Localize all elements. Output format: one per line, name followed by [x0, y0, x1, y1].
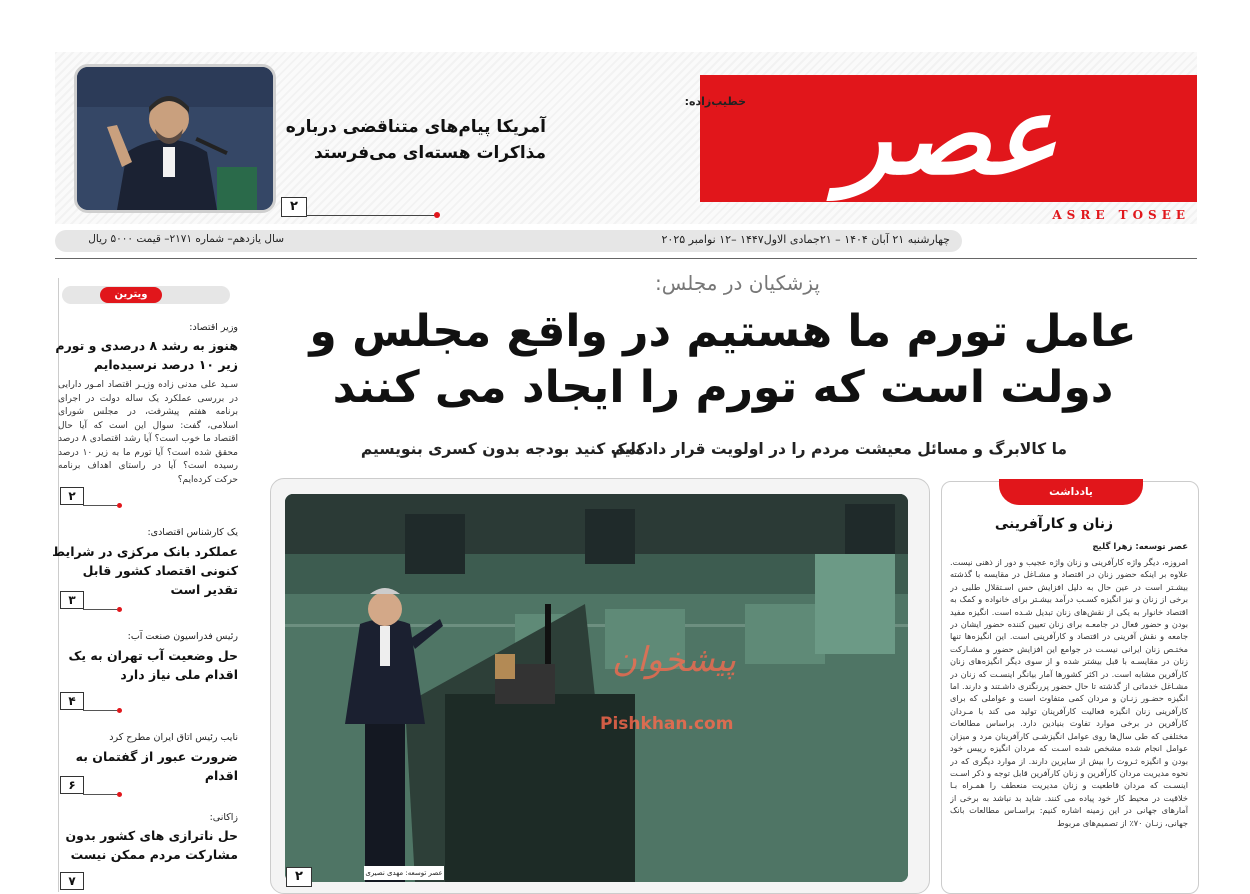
item-page-number[interactable]: ۴ — [60, 692, 84, 710]
bullet-dot-icon — [434, 212, 440, 218]
teaser-kicker: خطیب‌زاده: — [684, 95, 746, 108]
showcase-tab[interactable]: ویترین — [100, 287, 162, 303]
item-headline[interactable]: ضرورت عبور از گفتمان به اقدام — [75, 749, 238, 783]
issue-date: چهارشنبه ۲۱ آبان ۱۴۰۴ – ۲۱جمادی الاول۱۴۴۷ –۱۲ نوامبر ۲۰۲۵ — [661, 233, 950, 246]
watermark-latin: Pishkhan.com — [600, 714, 734, 734]
issue-number-price: سال یازدهم– شماره ۲۱۷۱– قیمت ۵۰۰۰ ریال — [88, 233, 284, 245]
divider — [83, 609, 117, 610]
editorial-tab[interactable]: یادداشت — [999, 479, 1143, 505]
lead-headline[interactable]: عامل تورم ما هستیم در واقع مجلس و دولت است که تورم را ایجاد می کنند — [309, 306, 1137, 413]
teaser-photo[interactable] — [74, 64, 276, 213]
item-headline[interactable]: حل وضعیت آب تهران به یک اقدام ملی نیاز دارد — [68, 648, 238, 682]
item-page-number[interactable]: ۲ — [60, 487, 84, 505]
item-page-number[interactable]: ۷ — [60, 872, 84, 890]
lead-subhead-left: کمک کنید بودجه بدون کسری بنویسیم — [360, 440, 646, 458]
item-headline[interactable]: هنوز به رشد ۸ درصدی و تورم زیر ۱۰ درصد نرسیده‌ایم — [55, 338, 238, 372]
item-kicker: رئیس فدراسیون صنعت آب: — [127, 631, 238, 642]
bullet-dot-icon — [117, 503, 122, 508]
logo-latin: ASRE TOSEE — [1052, 208, 1190, 222]
item-body: سـید علی مدنی زاده وزیـر اقتصاد امـور دارایی در بررسی عملکرد یک ساله دولت در اجرای برنامه هفتم پیشرفت، در مجلس شورای اسلامی، گفت: سوال این است که آیا حال اقتصاد ما خوب است؟ آیا رشد اقتصادی ۸ درصد محقق شده است؟ آیا تورم ما به زیر ۱۰ درصد رسیده است؟ آیا در راستای اهداف برنامه حرکت کرده‌ایم؟ — [58, 380, 238, 485]
editorial-byline: عصر توسعه: زهرا گلیج — [1092, 542, 1188, 552]
divider — [306, 215, 436, 216]
header-rule — [55, 258, 1197, 259]
divider — [83, 505, 117, 506]
editorial-body: امروزه، دیگر واژه کارآفرینی و زنان واژه عجیب و دور از ذهنی نیست. علاوه بر اینکه حضور زنان در اقتصاد و مشـاغل در مقایسه با گذشته بیشـتر است در عین حال به دلیل افزایش حس اسـتقلال طلبی در برخی از زنان و نیز انگیزه کسـب درآمد بیشـتر برای خانواده و کمک به اقتصاد خانوار به یکی از نقش‌های زنان تبدیل شـده است. انگیزه مفید بودن و حضور فعال در جامعـه برای زنان تعیین کننده حضور ایشان در جامعه و نقش آفرینی در اقتصاد و کارآفرینی است. این انگیزه‌ها تنها مختـص زنان ایرانی نیسـت در جوامع این افزایش حضور و مشـارکت زنان در مقایسـه با قبل بیشتر شده و از سوی دیگر انگیزه‌های زنان کارآفرین مشابه است. در اکثر کشورها آمار بیانگر اینسـت که زنان در مشـاغل خدماتی از گذشته تا حال حضور پررنگتری داشـتند و دارند. اما انگیزه حضـور زنـان و مردان کمی متفاوت است و عواملی که برای کارآفرینی زنان انگیزه فعالیت کارآفرینان تولید می کند با مـردان کارآفرین در برخی موارد تفاوت بنیادین دارد. براساس مطالعات مختلفی که طی سال‌ها روی عوامل انگیزشـی کارآفرینان مرد و میزان عوامل انجام شده مشخص شده اسـت که مردان انگیزه رییس خود بودن و انگیزه ثـروت را بیش از سایرین دارند. از موارد دیگری که در نحوه مدیریت مردان کارآفرین و زنان کارآفرین قابل توجه و ذکر اسـت اینسـت که مردان قاطعیت و زنان مدیریت منعطف را همـراه بـا خلاقیت در محیط کار خود پیاده می کنند. شاید بد نباشد به برخی از آمارهای جهانی در این زمینه اشاره کنیم: براسـاس مطالعات بانک جهانی، زنـان ۷۰٪ از تصمیم‌های مربوط — [950, 557, 1188, 828]
item-kicker: وزیر اقتصاد: — [189, 322, 238, 333]
teaser-headline[interactable]: آمریکا پیام‌های متناقضی درباره مذاکرات هسته‌ای می‌فرستد — [285, 117, 546, 163]
item-kicker: زاکانی: — [209, 812, 238, 823]
bullet-dot-icon — [117, 708, 122, 713]
divider — [83, 710, 117, 711]
speaker-illustration — [77, 67, 273, 210]
watermark-persian: پیشخوان — [612, 640, 736, 680]
item-kicker: یک کارشناس اقتصادی: — [147, 527, 238, 538]
item-page-number[interactable]: ۳ — [60, 591, 84, 609]
divider — [83, 794, 117, 795]
logo-text: عصر — [839, 75, 1058, 199]
lead-page-number[interactable]: ۲ — [286, 867, 312, 887]
item-headline[interactable]: عملکرد بانک مرکزی در شرایط کنونی اقتصاد کشور قابل تقدیر است — [52, 544, 238, 597]
item-page-number[interactable]: ۶ — [60, 776, 84, 794]
newspaper-logo[interactable] — [700, 75, 1197, 202]
lead-subhead-right: ما کالابرگ و مسائل معیشت مردم را در اولویت قرار داده‌ایم — [612, 440, 1067, 458]
item-headline[interactable]: حل ناترازی های کشور بدون مشارکت مردم ممکن نیست — [65, 828, 238, 862]
photo-credit: عصر توسعه: مهدی نصیری — [364, 866, 444, 880]
item-kicker: نایب رئیس اتاق ایران مطرح کرد — [109, 732, 238, 743]
teaser-page-number[interactable]: ۲ — [281, 197, 307, 217]
editorial-title[interactable]: زنان و کارآفرینی — [994, 516, 1114, 532]
lead-photo[interactable] — [285, 494, 908, 882]
bullet-dot-icon — [117, 792, 122, 797]
bullet-dot-icon — [117, 607, 122, 612]
lead-kicker: پزشکیان در مجلس: — [655, 271, 820, 295]
parliament-illustration — [285, 494, 908, 882]
